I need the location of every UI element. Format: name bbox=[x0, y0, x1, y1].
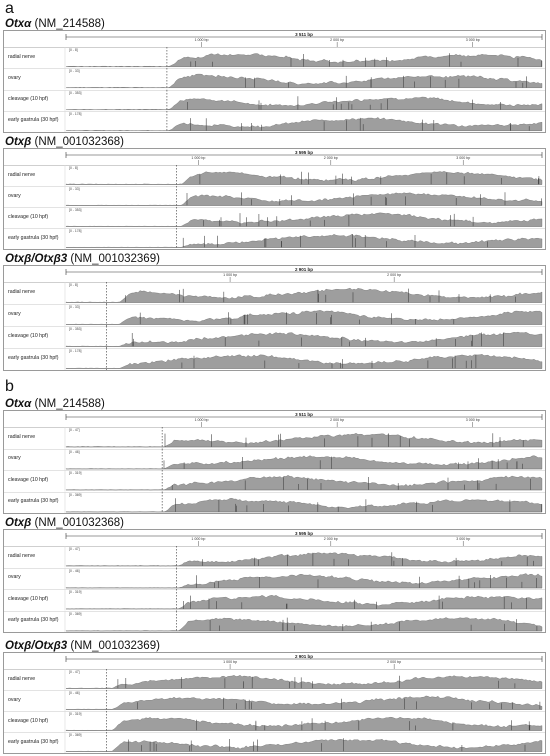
ruler-tick-label: 3 000 bp bbox=[456, 537, 471, 541]
coverage-plot bbox=[4, 492, 545, 514]
gene-accession: (NM_214588) bbox=[34, 18, 105, 30]
ruler-tick-label: 2 000 bp bbox=[387, 273, 402, 277]
track-label: cleavage (10 hpf) bbox=[8, 595, 49, 602]
panel-letter-b: b bbox=[5, 378, 14, 395]
coverage-plot bbox=[4, 732, 545, 753]
track-label: early gastrula (30 hpf) bbox=[8, 355, 59, 361]
coverage-plot bbox=[4, 90, 545, 111]
ruler-axis bbox=[4, 411, 545, 427]
ruler-tick-label: 1 000 bp bbox=[194, 38, 209, 42]
track-label: early gastrula (30 hpf) bbox=[8, 617, 59, 624]
track-scale-label: [0 - 353] bbox=[69, 208, 82, 212]
ruler-tick-label: 3 000 bp bbox=[465, 418, 480, 422]
track-scale-label: [0 - 8] bbox=[69, 166, 78, 170]
ruler-tick-label: 1 000 bp bbox=[223, 660, 238, 664]
gene-length-label: 3 511 bp bbox=[295, 412, 313, 417]
coverage-track[interactable] bbox=[4, 326, 545, 349]
ruler-tick-label: 3 000 bp bbox=[465, 38, 480, 42]
track-scale-label: [0 - 33] bbox=[69, 69, 80, 74]
coverage-track[interactable] bbox=[4, 282, 545, 305]
track-scale-label: [0 - 46] bbox=[69, 449, 80, 454]
coverage-plot bbox=[4, 690, 545, 711]
coverage-plot bbox=[4, 427, 545, 449]
gene-track-panel[interactable] bbox=[3, 30, 546, 133]
gene-name: Otxβ bbox=[5, 517, 32, 529]
coverage-plot bbox=[4, 589, 545, 611]
gene-name: Otxβ/Otxβ3 bbox=[5, 253, 68, 265]
track-label: radial nerve bbox=[8, 171, 36, 178]
gene-title bbox=[5, 640, 160, 652]
coverage-track[interactable] bbox=[4, 47, 545, 69]
track-scale-label: [0 - 319] bbox=[69, 712, 82, 716]
coverage-area bbox=[66, 617, 542, 631]
coverage-track[interactable] bbox=[4, 690, 545, 712]
ruler bbox=[4, 149, 545, 166]
coverage-track[interactable] bbox=[4, 589, 545, 612]
coverage-plot bbox=[4, 546, 545, 568]
gene-name: Otxα bbox=[5, 398, 32, 410]
gene-title bbox=[5, 253, 160, 265]
ruler-tick-label: 1 000 bp bbox=[223, 273, 238, 277]
track-scale-label: [0 - 369] bbox=[69, 733, 82, 737]
coverage-area bbox=[66, 455, 542, 468]
gene-track-panel[interactable] bbox=[3, 652, 546, 754]
coverage-area bbox=[66, 332, 542, 346]
coverage-area bbox=[66, 354, 542, 368]
track-scale-label: [0 - 8] bbox=[69, 283, 78, 287]
coverage-track[interactable] bbox=[4, 492, 545, 514]
coverage-track[interactable] bbox=[4, 207, 545, 229]
coverage-area bbox=[66, 573, 542, 588]
coverage-plot bbox=[4, 669, 545, 690]
ruler-tick-label: 2 000 bp bbox=[323, 156, 338, 160]
ruler-tick-label: 1 000 bp bbox=[191, 537, 206, 541]
track-label: early gastrula (30 hpf) bbox=[8, 234, 59, 241]
coverage-plot bbox=[4, 449, 545, 471]
coverage-track[interactable] bbox=[4, 68, 545, 90]
coverage-area bbox=[66, 433, 542, 447]
track-label: radial nerve bbox=[8, 433, 36, 440]
coverage-area bbox=[66, 171, 542, 184]
track-scale-label: [0 - 8] bbox=[69, 48, 78, 52]
track-scale-label: [0 - 178] bbox=[69, 111, 82, 116]
coverage-track[interactable] bbox=[4, 711, 545, 733]
track-label: cleavage (10 hpf) bbox=[8, 476, 49, 483]
coverage-track[interactable] bbox=[4, 111, 545, 132]
coverage-plot bbox=[4, 282, 545, 304]
ruler-tick-label: 2 000 bp bbox=[330, 38, 345, 42]
gene-accession: (NM_001032368) bbox=[34, 517, 125, 529]
gene-track-panel[interactable] bbox=[3, 148, 546, 250]
track-scale-label: [0 - 47] bbox=[69, 547, 80, 551]
coverage-area bbox=[66, 54, 542, 67]
coverage-track[interactable] bbox=[4, 90, 545, 112]
track-label: radial nerve bbox=[8, 289, 36, 295]
gene-length-label: 3 595 bp bbox=[294, 150, 314, 155]
gene-length-label: 3 595 bp bbox=[294, 531, 314, 536]
gene-track-panel[interactable] bbox=[3, 410, 546, 514]
ruler-tick-label: 2 000 bp bbox=[387, 660, 402, 664]
coverage-plot bbox=[4, 207, 545, 228]
coverage-area bbox=[66, 193, 542, 206]
track-scale-label: [0 - 46] bbox=[69, 568, 80, 573]
gene-length-label: 2 901 bp bbox=[294, 654, 314, 659]
gene-name: Otxα bbox=[5, 18, 32, 30]
gene-accession: (NM_001032369) bbox=[70, 640, 160, 652]
gene-title bbox=[5, 517, 124, 529]
track-label: ovary bbox=[8, 74, 21, 81]
gene-length-label: 2 901 bp bbox=[294, 267, 314, 272]
coverage-track[interactable] bbox=[4, 165, 545, 187]
track-scale-label: [0 - 178] bbox=[69, 349, 82, 353]
gene-name: Otxβ bbox=[5, 136, 32, 148]
coverage-area bbox=[66, 717, 542, 730]
coverage-area bbox=[66, 595, 542, 609]
coverage-plot bbox=[4, 68, 545, 89]
coverage-plot bbox=[4, 326, 545, 348]
track-label: ovary bbox=[8, 192, 21, 199]
coverage-plot bbox=[4, 111, 545, 132]
coverage-area bbox=[66, 475, 542, 490]
coverage-track[interactable] bbox=[4, 304, 545, 327]
track-scale-label: [0 - 319] bbox=[69, 590, 82, 594]
coverage-area bbox=[66, 97, 542, 110]
ruler-tick-label: 1 000 bp bbox=[191, 156, 206, 160]
coverage-track[interactable] bbox=[4, 348, 545, 370]
coverage-plot bbox=[4, 304, 545, 326]
gene-title bbox=[5, 398, 105, 410]
coverage-plot bbox=[4, 711, 545, 732]
gene-length-label: 3 511 bp bbox=[295, 32, 313, 37]
coverage-area bbox=[66, 234, 542, 247]
gene-title bbox=[5, 18, 105, 30]
coverage-area bbox=[66, 739, 542, 751]
coverage-area bbox=[66, 288, 542, 302]
ruler bbox=[4, 530, 545, 547]
coverage-area bbox=[66, 310, 542, 324]
coverage-track[interactable] bbox=[4, 732, 545, 753]
gene-track-panel[interactable] bbox=[3, 529, 546, 633]
track-label: ovary bbox=[8, 311, 21, 317]
coverage-area bbox=[66, 553, 542, 566]
ruler bbox=[4, 31, 545, 48]
track-label: cleavage (10 hpf) bbox=[8, 213, 49, 220]
coverage-plot bbox=[4, 47, 545, 68]
coverage-plot bbox=[4, 165, 545, 186]
coverage-plot bbox=[4, 228, 545, 249]
ruler bbox=[4, 266, 545, 283]
track-scale-label: [0 - 46] bbox=[69, 691, 80, 695]
track-label: cleavage (10 hpf) bbox=[8, 333, 49, 339]
track-label: early gastrula (30 hpf) bbox=[8, 117, 59, 124]
coverage-track[interactable] bbox=[4, 546, 545, 569]
track-label: radial nerve bbox=[8, 675, 36, 682]
coverage-plot bbox=[4, 348, 545, 370]
coverage-area bbox=[66, 117, 542, 130]
track-label: ovary bbox=[8, 574, 21, 581]
track-scale-label: [0 - 178] bbox=[69, 229, 82, 233]
gene-accession: (NM_214588) bbox=[34, 398, 105, 410]
ruler bbox=[4, 411, 545, 428]
coverage-plot bbox=[4, 611, 545, 633]
panel-letter-a: a bbox=[5, 0, 14, 17]
coverage-plot bbox=[4, 568, 545, 590]
track-label: early gastrula (30 hpf) bbox=[8, 738, 59, 745]
coverage-track[interactable] bbox=[4, 427, 545, 450]
track-scale-label: [0 - 319] bbox=[69, 471, 82, 475]
coverage-plot bbox=[4, 186, 545, 207]
coverage-area bbox=[66, 498, 542, 512]
coverage-track[interactable] bbox=[4, 228, 545, 249]
ruler-axis bbox=[4, 266, 545, 282]
coverage-area bbox=[66, 213, 542, 227]
track-label: ovary bbox=[8, 696, 21, 703]
gene-accession: (NM_001032369) bbox=[70, 253, 160, 265]
track-scale-label: [0 - 47] bbox=[69, 670, 80, 674]
track-scale-label: [0 - 353] bbox=[69, 327, 82, 331]
gene-title bbox=[5, 136, 124, 148]
coverage-area bbox=[66, 74, 542, 88]
track-scale-label: [0 - 369] bbox=[69, 611, 82, 616]
gene-name: Otxβ/Otxβ3 bbox=[5, 640, 68, 652]
ruler-tick-label: 1 000 bp bbox=[194, 418, 209, 422]
ruler-tick-label: 2 000 bp bbox=[323, 537, 338, 541]
coverage-track[interactable] bbox=[4, 568, 545, 591]
track-label: cleavage (10 hpf) bbox=[8, 96, 49, 103]
track-scale-label: [0 - 47] bbox=[69, 428, 80, 432]
track-label: ovary bbox=[8, 455, 21, 462]
coverage-area bbox=[66, 675, 542, 688]
ruler-tick-label: 3 000 bp bbox=[456, 156, 471, 160]
track-label: radial nerve bbox=[8, 552, 36, 559]
coverage-plot bbox=[4, 470, 545, 492]
track-scale-label: [0 - 33] bbox=[69, 187, 80, 191]
ruler bbox=[4, 653, 545, 670]
coverage-track[interactable] bbox=[4, 449, 545, 472]
track-scale-label: [0 - 369] bbox=[69, 492, 82, 497]
track-label: radial nerve bbox=[8, 53, 36, 60]
coverage-track[interactable] bbox=[4, 186, 545, 208]
coverage-track[interactable] bbox=[4, 669, 545, 691]
ruler-tick-label: 2 000 bp bbox=[330, 418, 345, 422]
track-label: early gastrula (30 hpf) bbox=[8, 498, 59, 505]
track-scale-label: [0 - 33] bbox=[69, 305, 80, 309]
track-label: cleavage (10 hpf) bbox=[8, 717, 49, 724]
coverage-track[interactable] bbox=[4, 470, 545, 493]
ruler-axis bbox=[4, 653, 545, 669]
track-scale-label: [0 - 353] bbox=[69, 90, 82, 95]
coverage-track[interactable] bbox=[4, 611, 545, 633]
gene-track-panel[interactable] bbox=[3, 265, 546, 371]
gene-accession: (NM_001032368) bbox=[34, 136, 125, 148]
ruler-axis bbox=[4, 31, 545, 47]
